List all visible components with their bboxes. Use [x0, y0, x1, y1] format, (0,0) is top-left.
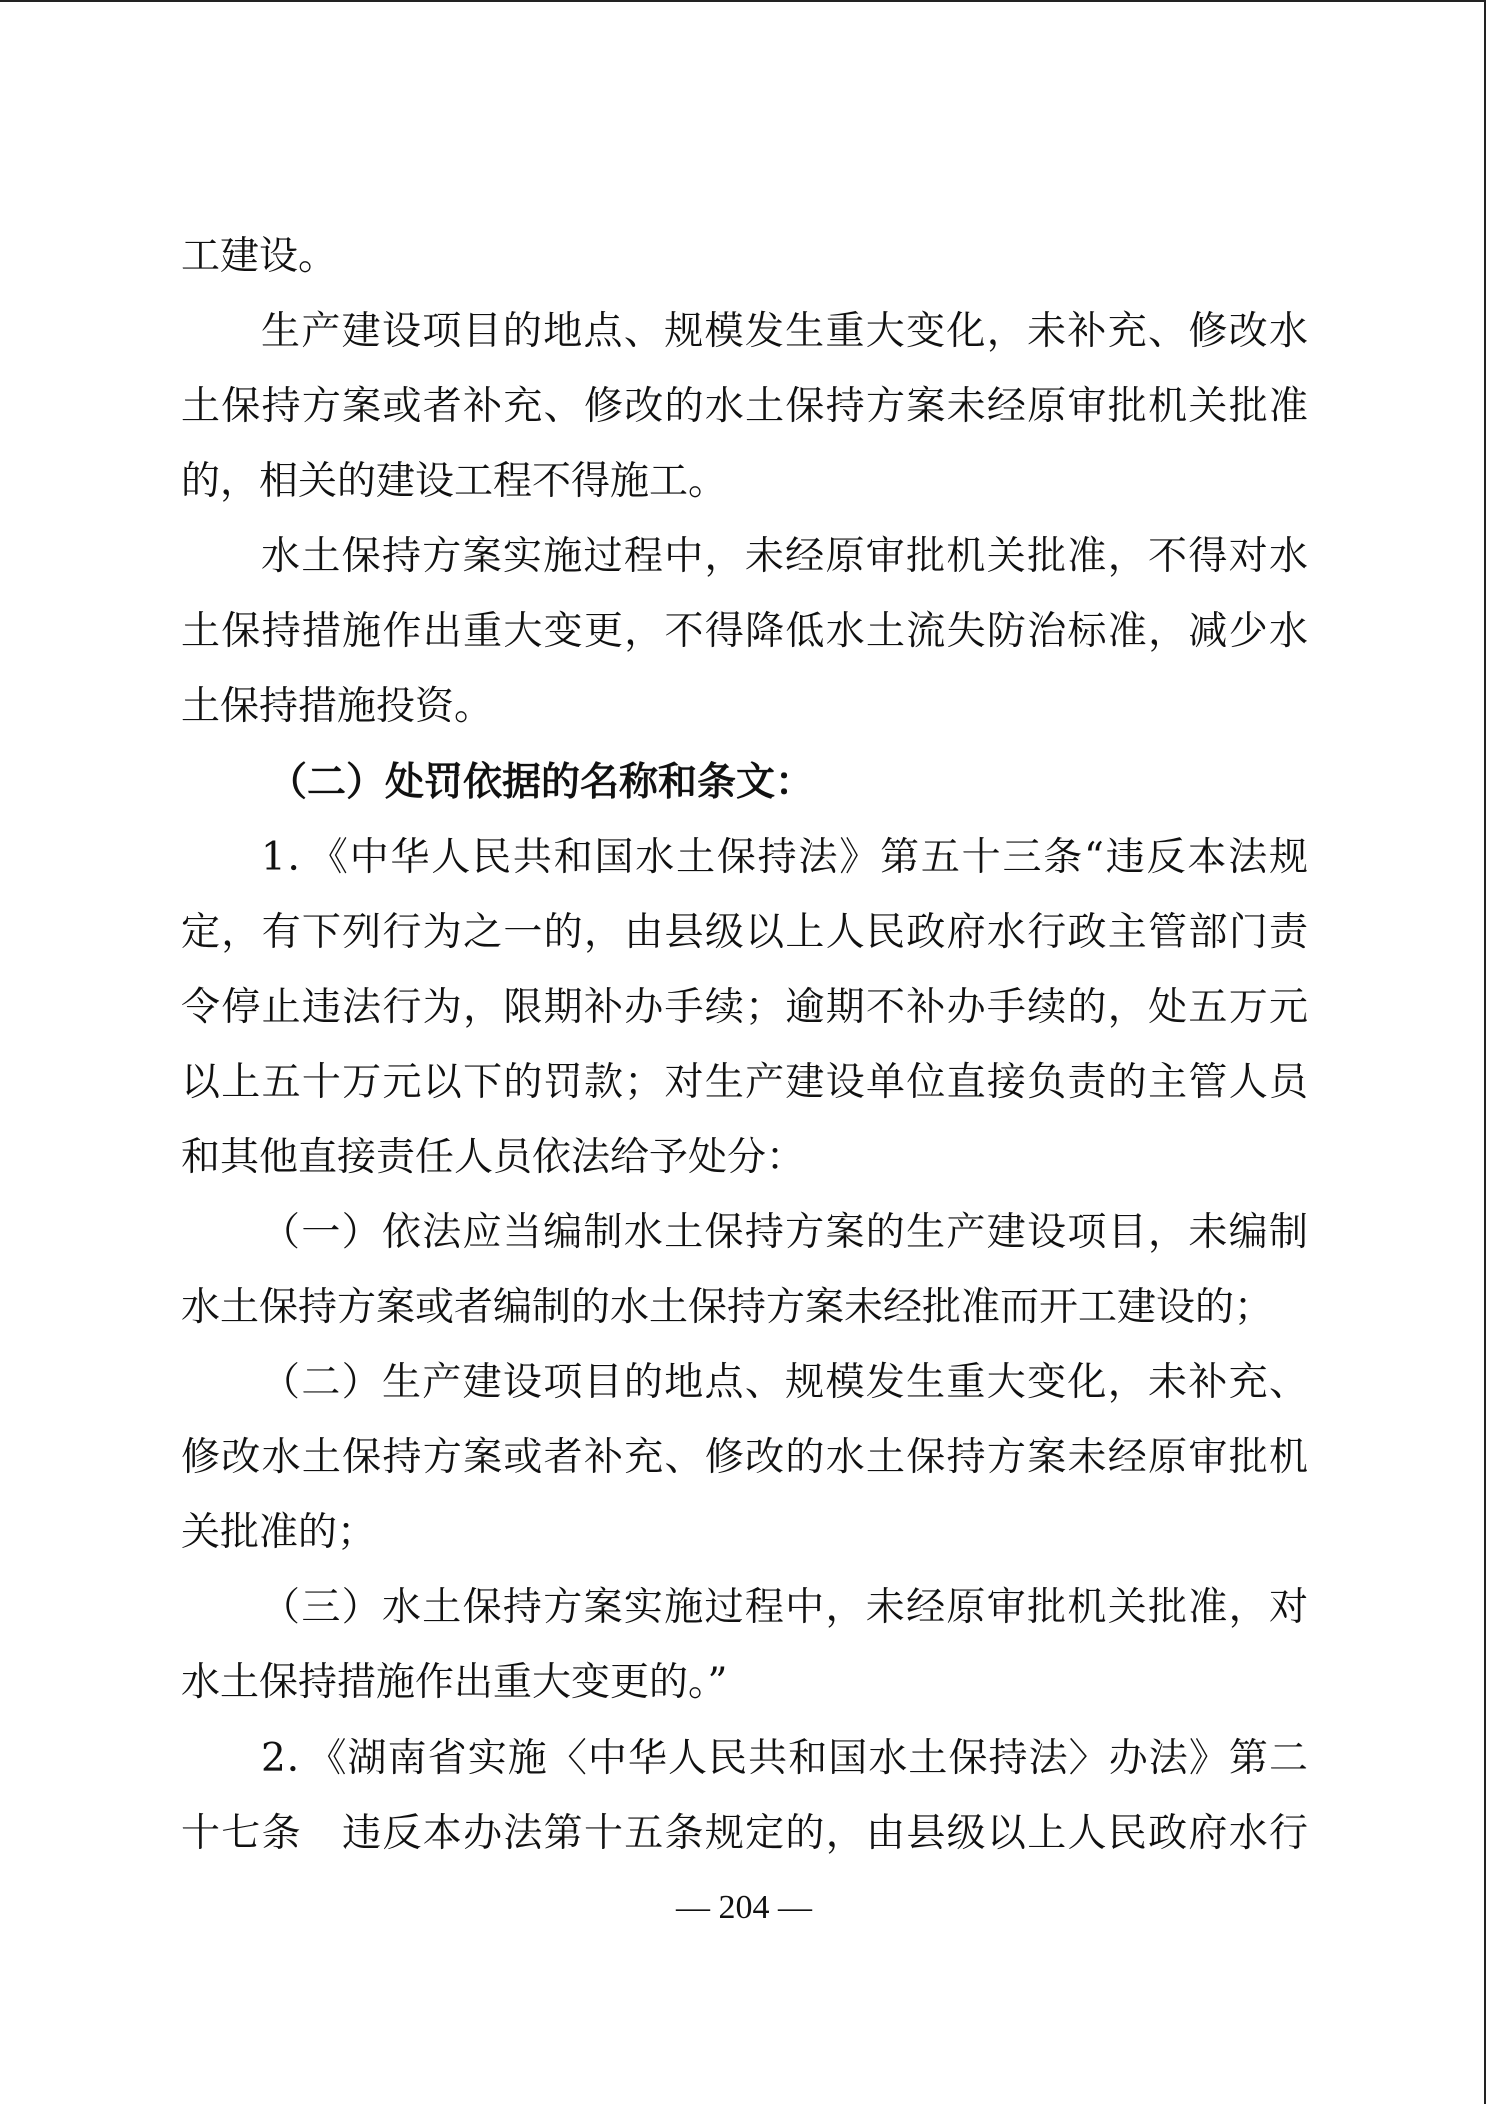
body-line: 令停止违法行为，限期补办手续；逾期不补办手续的，处五万元 [181, 985, 1308, 1030]
paragraph-start: 水土保持方案实施过程中，未经原审批机关批准，不得对水 [261, 534, 1308, 579]
body-line: 和其他直接责任人员依法给予处分： [181, 1135, 806, 1180]
paragraph-start: 2．《湖南省实施〈中华人民共和国水土保持法〉办法》第二 [261, 1736, 1308, 1781]
body-line: 土保持措施作出重大变更，不得降低水土流失防治标准，减少水 [181, 609, 1308, 654]
page-number: — 204 — [676, 1889, 812, 1926]
body-line: 土保持方案或者补充、修改的水土保持方案未经原审批机关批准 [181, 384, 1308, 429]
body-line: 水土保持措施作出重大变更的。” [181, 1660, 728, 1705]
body-line: 修改水土保持方案或者补充、修改的水土保持方案未经原审批机 [181, 1435, 1308, 1480]
body-line: 土保持措施投资。 [181, 684, 494, 729]
body-line: 水土保持方案或者编制的水土保持方案未经批准而开工建设的； [181, 1285, 1274, 1330]
body-line: 以上五十万元以下的罚款；对生产建设单位直接负责的主管人员 [181, 1060, 1308, 1105]
section-heading: （二）处罚依据的名称和条文： [268, 759, 815, 805]
paragraph-start: （一）依法应当编制水土保持方案的生产建设项目，未编制 [261, 1210, 1308, 1255]
paragraph-start: （三）水土保持方案实施过程中，未经原审批机关批准，对 [261, 1585, 1308, 1630]
paragraph-start: （二）生产建设项目的地点、规模发生重大变化，未补充、 [261, 1360, 1308, 1405]
body-line: 定，有下列行为之一的，由县级以上人民政府水行政主管部门责 [181, 910, 1308, 955]
body-line: 的，相关的建设工程不得施工。 [181, 459, 728, 504]
body-line: 十七条 违反本办法第十五条规定的，由县级以上人民政府水行 [181, 1811, 1308, 1856]
body-line: 关批准的； [181, 1510, 377, 1555]
body-line: 工建设。 [181, 234, 338, 279]
paragraph-start: 生产建设项目的地点、规模发生重大变化，未补充、修改水 [261, 309, 1308, 354]
paragraph-start: 1．《中华人民共和国水土保持法》第五十三条“违反本法规 [261, 835, 1308, 880]
